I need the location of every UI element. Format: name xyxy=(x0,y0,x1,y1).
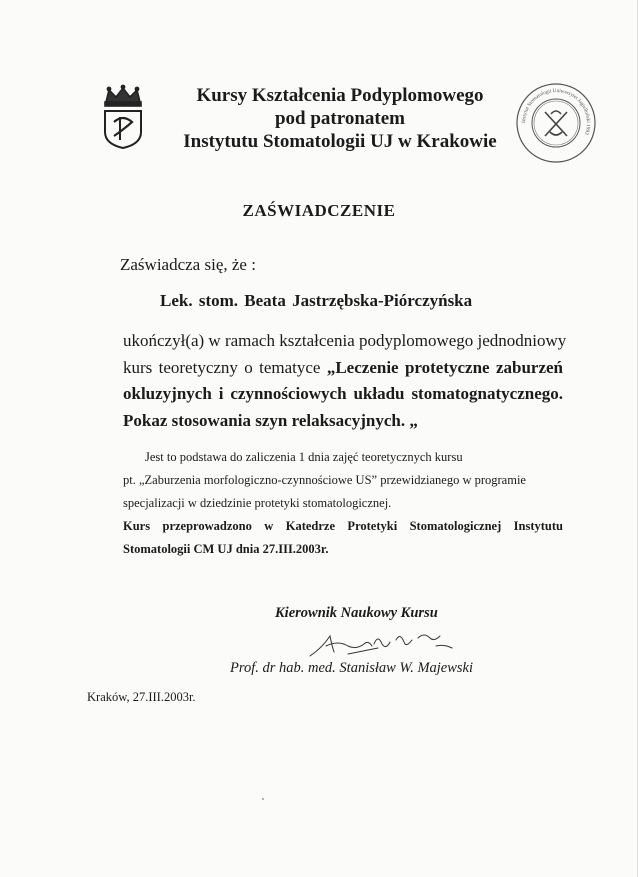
details-line-5: Stomatologii CM UJ dnia 27.III.2003r. xyxy=(123,542,329,556)
institute-seal xyxy=(515,82,597,164)
course-details xyxy=(123,446,563,561)
place-and-date: Kraków, 27.III.2003r. xyxy=(87,690,196,704)
course-line-1: ukończył(a) w ramach kształcenia podyplomowego jednodniowy xyxy=(123,331,567,350)
kwk-crown-logo xyxy=(100,84,146,150)
course-topic-line-3: okluzyjnych i czynnościowych układu stomatognatycznego. xyxy=(123,384,563,403)
header-line-3: Instytutu Stomatologii UJ w Krakowie xyxy=(183,131,497,152)
course-topic-line-4: Pokaz stosowania szyn relaksacyjnych. „ xyxy=(123,410,418,430)
intro-text: Zaświadcza się, że : xyxy=(120,255,256,274)
svg-text:Instytut Stomatologii Uniwersy: Instytut Stomatologii Uniwersytet Jagielloński 1993 xyxy=(520,87,592,136)
details-line-4: Kurs przeprowadzono w Katedrze Protetyki Stomatologicznej Instytutu xyxy=(123,519,563,533)
signatory-name: Prof. dr hab. med. Stanisław W. Majewski xyxy=(230,660,474,676)
course-line-2 xyxy=(123,355,563,382)
details-line-1: Jest to podstawa do zaliczenia 1 dnia zajęć teoretycznych kursu xyxy=(145,450,463,464)
course-topic-start: „Leczenie protetyczne zaburzeń xyxy=(326,357,563,377)
certificate-title: ZAŚWIADCZENIE xyxy=(242,201,396,220)
handwritten-signature xyxy=(308,626,458,662)
header-line-2: pod patronatem xyxy=(274,108,406,129)
details-line-3: specjalizacji w dziedzinie protetyki stomatologicznej. xyxy=(123,496,392,510)
svg-text:KRAKÓW: KRAKÓW xyxy=(114,106,132,111)
header-line-1: Kursy Kształcenia Podyplomowego xyxy=(196,85,484,106)
paper-speck xyxy=(262,798,264,800)
course-line-2-plain: kurs teoretyczny o tematyce xyxy=(123,357,327,377)
signature-title: Kierownik Naukowy Kursu xyxy=(275,605,438,621)
institution-header xyxy=(160,84,520,153)
recipient-name: Lek. stom. Beata Jastrzębska-Piórczyńska xyxy=(160,291,473,310)
details-line-2: pt. „Zaburzenia morfologiczno-czynnościowe US” przewidzianego w programie xyxy=(123,473,526,487)
course-description xyxy=(123,328,567,434)
